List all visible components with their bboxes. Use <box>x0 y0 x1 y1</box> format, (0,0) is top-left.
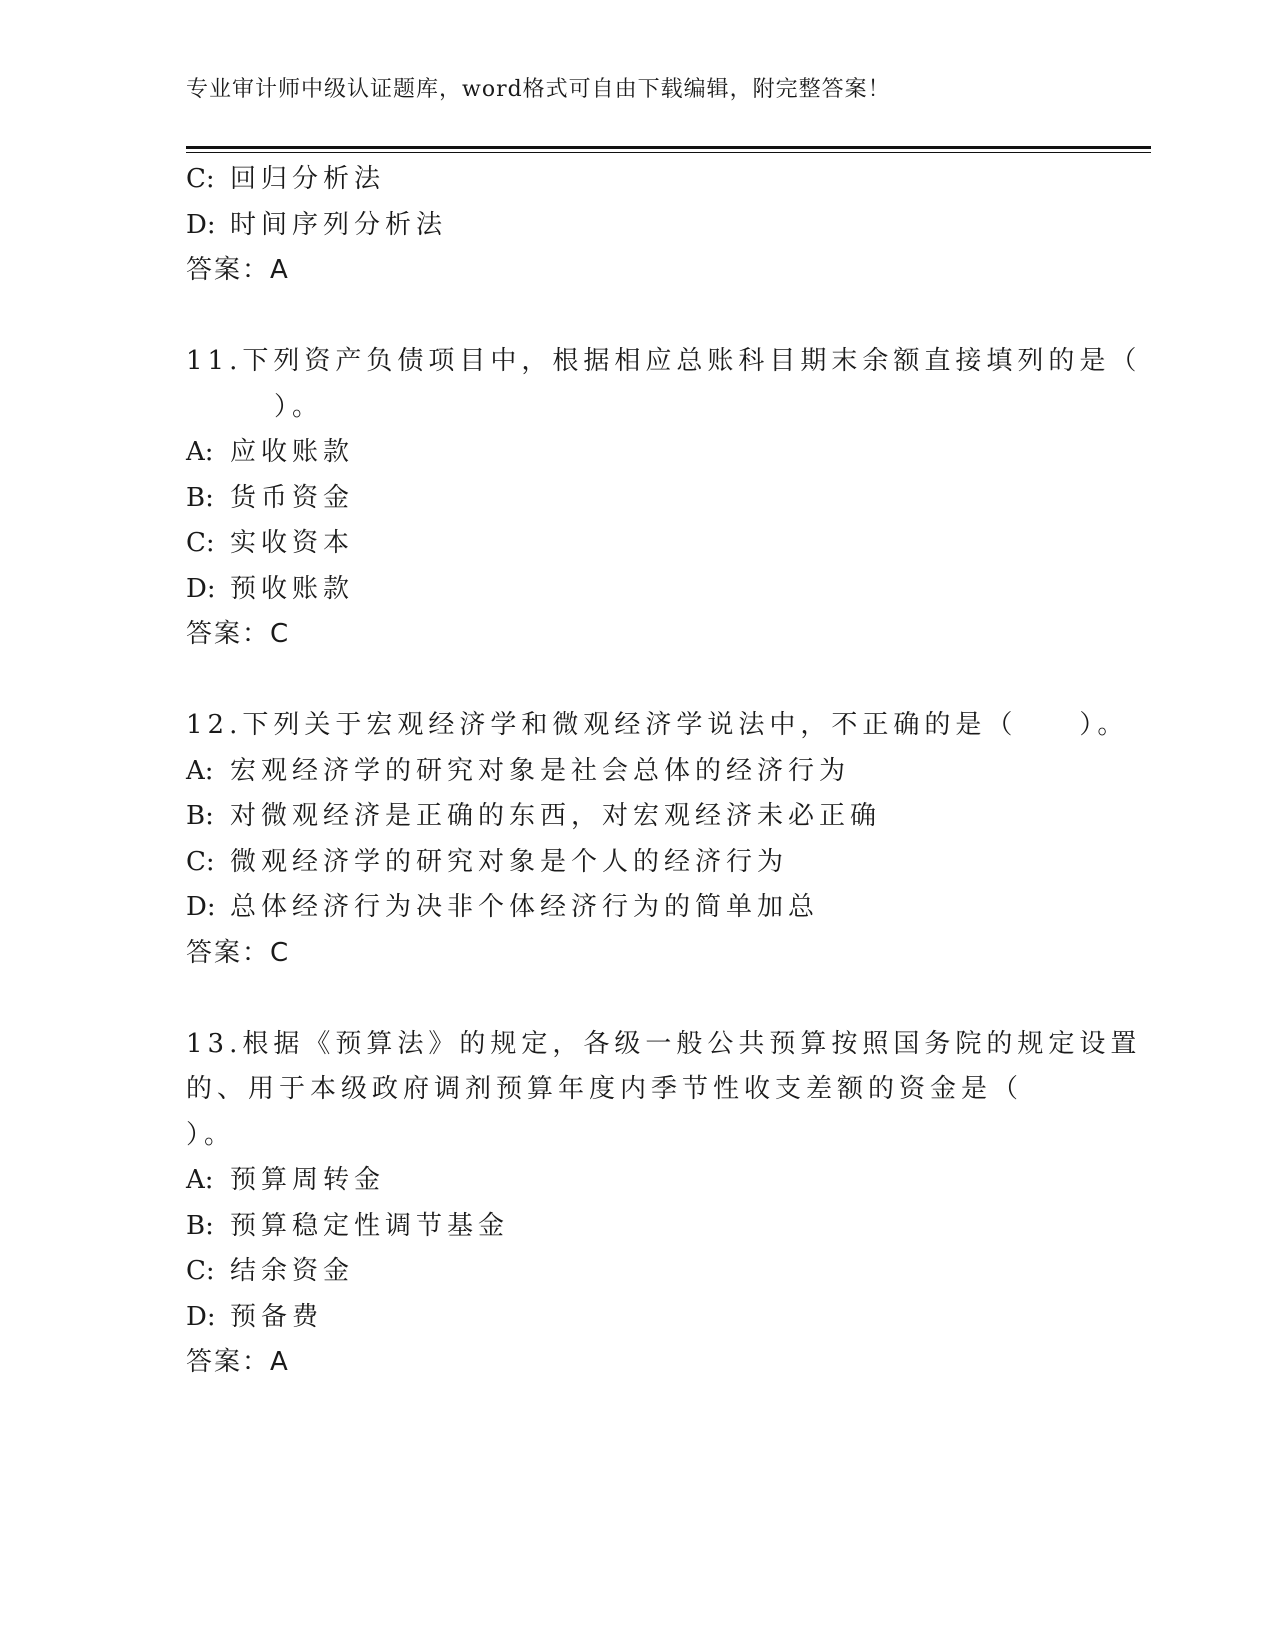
page-header: 专业审计师中级认证题库，word格式可自由下载编辑，附完整答案！ <box>186 77 891 102</box>
option-label: C: <box>186 846 215 877</box>
answer: 答案：A <box>186 255 290 285</box>
option-text: 实收资本 <box>230 528 355 558</box>
option-b <box>186 794 1146 840</box>
option-b <box>186 1204 1146 1250</box>
option-text: 预备费 <box>230 1301 324 1332</box>
option-d <box>186 1295 1146 1341</box>
option-label: D: <box>186 209 216 240</box>
question-stem: 11.下列资产负债项目中，根据相应总账科目期末余额直接填列的是（ <box>186 346 1142 376</box>
option-text: 结余资金 <box>230 1256 355 1286</box>
option-text: 对微观经济是正确的东西，对宏观经济未必正确 <box>230 801 882 831</box>
spacer <box>186 294 1146 340</box>
option-text: 货币资金 <box>230 482 355 513</box>
option-text: 微观经济学的研究对象是个人的经济行为 <box>230 846 789 877</box>
header-rule-thick <box>186 146 1151 149</box>
option-label: C: <box>186 528 215 558</box>
option-label: C: <box>186 1256 215 1286</box>
option-label: A: <box>186 1165 214 1195</box>
spacer <box>186 658 1146 704</box>
option-label: D: <box>186 573 216 604</box>
option-c <box>186 157 1146 203</box>
option-d <box>186 885 1146 931</box>
option-label: B: <box>186 801 214 831</box>
option-text: 回归分析法 <box>230 164 386 194</box>
answer: 答案：C <box>186 937 291 968</box>
option-text: 预算周转金 <box>230 1165 386 1195</box>
question-stem: ）。 <box>186 1119 236 1150</box>
option-text: 应收账款 <box>230 437 355 467</box>
option-d <box>186 567 1146 613</box>
option-text: 宏观经济学的研究对象是社会总体的经济行为 <box>230 755 851 786</box>
option-c <box>186 840 1146 886</box>
option-label: B: <box>186 482 214 513</box>
question-content <box>186 157 1146 1386</box>
option-b <box>186 476 1146 522</box>
option-label: A: <box>186 755 214 786</box>
option-a <box>186 749 1146 795</box>
option-d <box>186 203 1146 249</box>
option-a <box>186 430 1146 476</box>
option-label: D: <box>186 892 216 922</box>
option-label: C: <box>186 164 215 194</box>
answer: 答案：A <box>186 1347 290 1377</box>
option-text: 时间序列分析法 <box>230 209 448 240</box>
option-c <box>186 521 1146 567</box>
spacer <box>186 976 1146 1022</box>
question-stem: ）。 <box>274 391 324 422</box>
option-label: D: <box>186 1301 216 1332</box>
option-label: B: <box>186 1210 214 1241</box>
question-stem: 的、用于本级政府调剂预算年度内季节性收支差额的资金是（ <box>186 1074 1024 1104</box>
question-stem: 12.下列关于宏观经济学和微观经济学说法中，不正确的是（ ）。 <box>186 710 1129 740</box>
header-rule-thin <box>186 152 1151 153</box>
option-text: 预算稳定性调节基金 <box>230 1210 510 1241</box>
question-stem: 13.根据《预算法》的规定，各级一般公共预算按照国务院的规定设置 <box>186 1028 1142 1059</box>
option-text: 预收账款 <box>230 573 355 604</box>
option-a <box>186 1158 1146 1204</box>
option-text: 总体经济行为决非个体经济行为的简单加总 <box>230 892 820 922</box>
option-c <box>186 1249 1146 1295</box>
answer: 答案：C <box>186 619 291 649</box>
option-label: A: <box>186 437 214 467</box>
